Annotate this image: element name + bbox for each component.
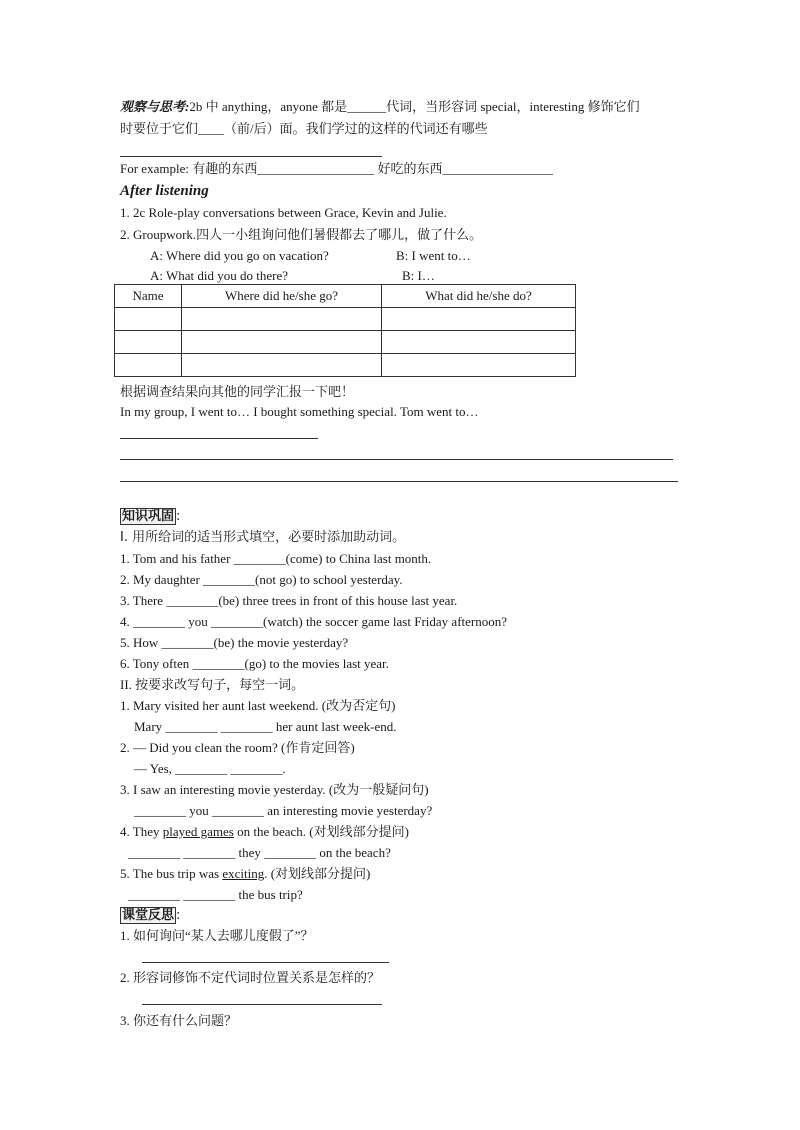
exercise-item: 6. Tony often ________(go) to the movies last year. — [120, 656, 389, 671]
rewrite-answer: ________ you ________ an interesting movie yesterday? — [134, 803, 433, 818]
q5-underlined: exciting — [222, 866, 265, 881]
q5-suffix: . (对划线部分提问) — [264, 866, 371, 881]
exercise-item: 1. Tom and his father ________(come) to China last month. — [120, 551, 432, 566]
header-what: What did he/she do? — [382, 285, 576, 308]
table-cell[interactable] — [382, 354, 576, 377]
rewrite-question — [120, 866, 370, 882]
dialog-a1: A: Where did you go on vacation? — [150, 248, 329, 263]
q4-prefix: 4. They — [120, 824, 163, 839]
reflection-question: 3. 你还有什么问题？ — [120, 1013, 238, 1028]
task-groupwork: 2. Groupwork.四人一小组询问他们暑假都去了哪儿，做了什么。 — [120, 227, 483, 242]
table-row — [115, 331, 576, 354]
rewrite-question — [120, 824, 409, 840]
reflection-label: 课堂反思 — [122, 908, 175, 923]
part2-title: II. 按要求改写句子，每空一词。 — [120, 677, 305, 692]
part1-title: I. 用所给词的适当形式填空，必要时添加助动词。 — [120, 530, 406, 545]
answer-line — [120, 156, 382, 157]
observe-line-1 — [120, 99, 640, 115]
rewrite-answer: — Yes, ________ ________. — [134, 761, 286, 776]
reflection-colon: : — [176, 908, 181, 923]
knowledge-heading — [120, 509, 180, 525]
header-where: Where did he/she go? — [182, 285, 382, 308]
table-header-row — [115, 285, 576, 308]
dialog-b2: B: I… — [402, 268, 435, 283]
exercise-item: 2. My daughter ________(not go) to school yesterday. — [120, 572, 403, 587]
table-row — [115, 308, 576, 331]
knowledge-label: 知识巩固 — [122, 509, 175, 524]
header-name: Name — [115, 285, 182, 308]
table-cell[interactable] — [382, 308, 576, 331]
rewrite-question: 3. I saw an interesting movie yesterday. (改为一般疑问句) — [120, 782, 429, 797]
report-prompt: 根据调查结果向其他的同学汇报一下吧！ — [120, 384, 355, 399]
table-cell[interactable] — [182, 308, 382, 331]
rewrite-answer: ________ ________ the bus trip? — [128, 887, 303, 902]
exercise-item: 3. There ________(be) three trees in front of this house last year. — [120, 593, 458, 608]
table-row — [115, 354, 576, 377]
answer-line — [142, 1004, 382, 1005]
after-listening-heading: After listening — [120, 183, 209, 199]
task-2c: 1. 2c Role-play conversations between Grace, Kevin and Julie. — [120, 205, 447, 220]
table-cell[interactable] — [182, 331, 382, 354]
reflection-question: 1. 如何询问“某人去哪儿度假了”？ — [120, 928, 314, 943]
exercise-item: 4. ________ you ________(watch) the soccer game last Friday afternoon? — [120, 614, 508, 629]
table-cell[interactable] — [382, 331, 576, 354]
report-example: In my group, I went to… I bought something special. Tom went to… — [120, 404, 479, 419]
answer-line — [120, 481, 678, 482]
rewrite-question: 1. Mary visited her aunt last weekend. (改为否定句) — [120, 698, 396, 713]
dialog-a2: A: What did you do there? — [150, 268, 289, 283]
answer-line — [120, 438, 318, 439]
answer-line — [142, 962, 389, 963]
q5-prefix: 5. The bus trip was — [120, 866, 223, 881]
rewrite-question: 2. — Did you clean the room? (作肯定回答) — [120, 740, 355, 755]
knowledge-colon: : — [176, 509, 181, 524]
example-line: For example: 有趣的东西__________________ 好吃的东西_________________ — [120, 161, 553, 176]
observe-label: 观察与思考: — [120, 99, 190, 114]
rewrite-answer: ________ ________ they ________ on the beach? — [128, 845, 391, 860]
survey-table — [114, 284, 576, 377]
rewrite-answer: Mary ________ ________ her aunt last week-end. — [134, 719, 397, 734]
table-cell[interactable] — [115, 308, 182, 331]
table-cell[interactable] — [182, 354, 382, 377]
q4-underlined: played games — [162, 824, 234, 839]
answer-line — [120, 459, 673, 460]
observe-line-2: 时要位于它们____（前/后）面。我们学过的这样的代词还有哪些 — [120, 121, 488, 136]
reflection-heading — [120, 908, 180, 924]
q4-suffix: on the beach. (对划线部分提问) — [233, 824, 409, 839]
table-cell[interactable] — [115, 354, 182, 377]
observe-text-1: 2b 中 anything，anyone 都是______代词，当形容词 special，interesting 修饰它们 — [189, 99, 640, 114]
exercise-item: 5. How ________(be) the movie yesterday? — [120, 635, 349, 650]
reflection-question: 2. 形容词修饰不定代词时位置关系是怎样的？ — [120, 970, 381, 985]
table-cell[interactable] — [115, 331, 182, 354]
dialog-b1: B: I went to… — [396, 248, 471, 263]
